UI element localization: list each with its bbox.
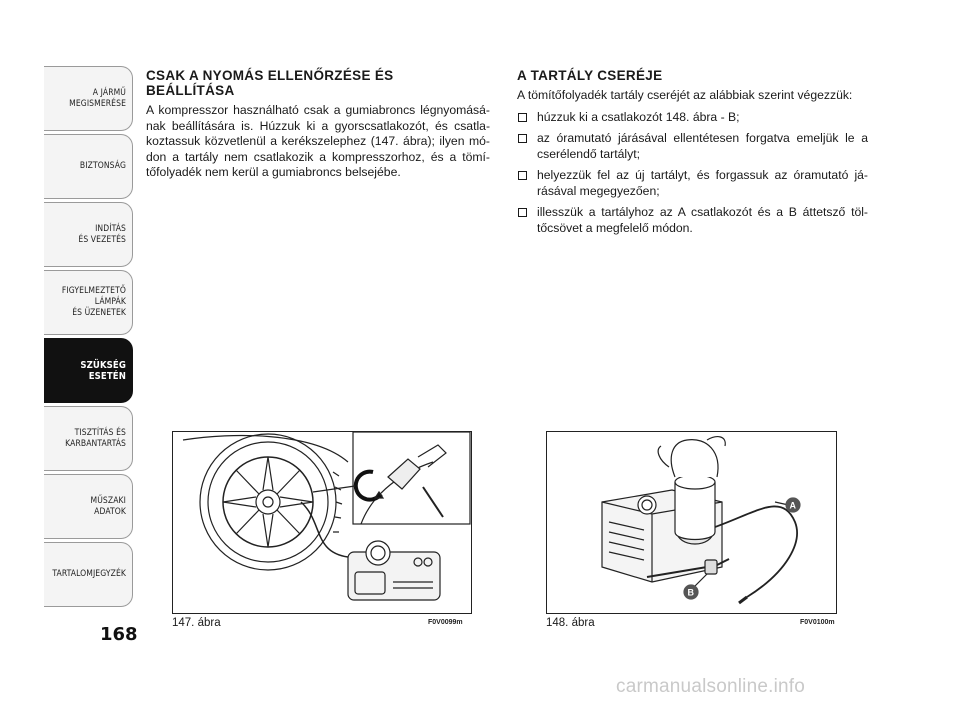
- tab-biztonsag[interactable]: BIZTONSÁG: [44, 134, 133, 199]
- step-list: [517, 110, 868, 237]
- step-text: illesszük a tartályhoz az A csatlakozót és a B áttetsző töl-tőcsövet a megfelelő módon.: [537, 205, 868, 235]
- figure-147-code: F0V0099m: [428, 619, 463, 626]
- label-a: A: [789, 500, 796, 511]
- checkbox-bullet-icon: [518, 134, 527, 143]
- page-number: 168: [100, 624, 138, 645]
- figure-147-illustration: [172, 431, 472, 614]
- tab-tartalomjegyzek[interactable]: TARTALOMJEGYZÉK: [44, 542, 133, 607]
- pressure-paragraph: A kompresszor használható csak a gumiabroncs légnyomásá-nak beállítására is. Húzzuk ki a gyorscsatlakozót, és csatla-koztassuk közvetlenül a kerékszelephez (147. ábra); ilyen mó-don a tartály nem csatlakozik a kompresszorhoz, és a tömí-tőfolyadék nem kerül a gumiabroncs belsejébe.: [146, 103, 490, 179]
- label-b: B: [687, 587, 694, 598]
- tab-figyelmezteto-lampak[interactable]: FIGYELMEZTETŐ LÁMPÁK ÉS ÜZENETEK: [44, 270, 133, 335]
- checkbox-bullet-icon: [518, 171, 527, 180]
- figure-148-code: F0V0100m: [800, 619, 835, 626]
- watermark: carmanualsonline.info: [616, 676, 806, 697]
- step-text: az óramutató járásával ellentétesen forgatva emeljük le a cserélendő tartályt;: [537, 131, 868, 161]
- tab-szukseg-eseten[interactable]: SZÜKSÉG ESETÉN: [44, 338, 133, 403]
- checkbox-bullet-icon: [518, 113, 527, 122]
- figure-148-caption: 148. ábra: [546, 617, 595, 629]
- container-intro: A tömítőfolyadék tartály cseréjét az alábbiak szerint végezzük:: [517, 88, 853, 102]
- tab-tisztitas-es-karbantartas[interactable]: TISZTÍTÁS ÉS KARBANTARTÁS: [44, 406, 133, 471]
- checkbox-bullet-icon: [518, 208, 527, 217]
- figure-148-illustration: [546, 431, 837, 614]
- left-column: [146, 68, 490, 181]
- tab-inditas-es-vezetes[interactable]: INDÍTÁS ÉS VEZETÉS: [44, 202, 133, 267]
- tab-jarmu-megismerese[interactable]: A JÁRMŰ MEGISMERÉSE: [44, 66, 133, 131]
- section-tabs: [44, 66, 133, 610]
- list-item: [517, 205, 868, 236]
- right-column: [517, 68, 868, 242]
- section-heading-pressure: CSAK A NYOMÁS ELLENŐRZÉSE ÉS BEÁLLÍTÁSA: [146, 68, 394, 98]
- figure-147-caption: 147. ábra: [172, 617, 221, 629]
- wheel-compressor-drawing: [173, 432, 471, 613]
- step-text: helyezzük fel az új tartályt, és forgassuk az óramutató já-rásával megegyezően;: [537, 168, 868, 198]
- list-item: [517, 168, 868, 199]
- list-item: [517, 131, 868, 162]
- section-heading-container: A TARTÁLY CSERÉJE: [517, 68, 663, 83]
- list-item: [517, 110, 868, 126]
- container-replacement-drawing: [547, 432, 836, 613]
- tab-muszaki-adatok[interactable]: MŰSZAKI ADATOK: [44, 474, 133, 539]
- step-text: húzzuk ki a csatlakozót 148. ábra - B;: [537, 109, 740, 124]
